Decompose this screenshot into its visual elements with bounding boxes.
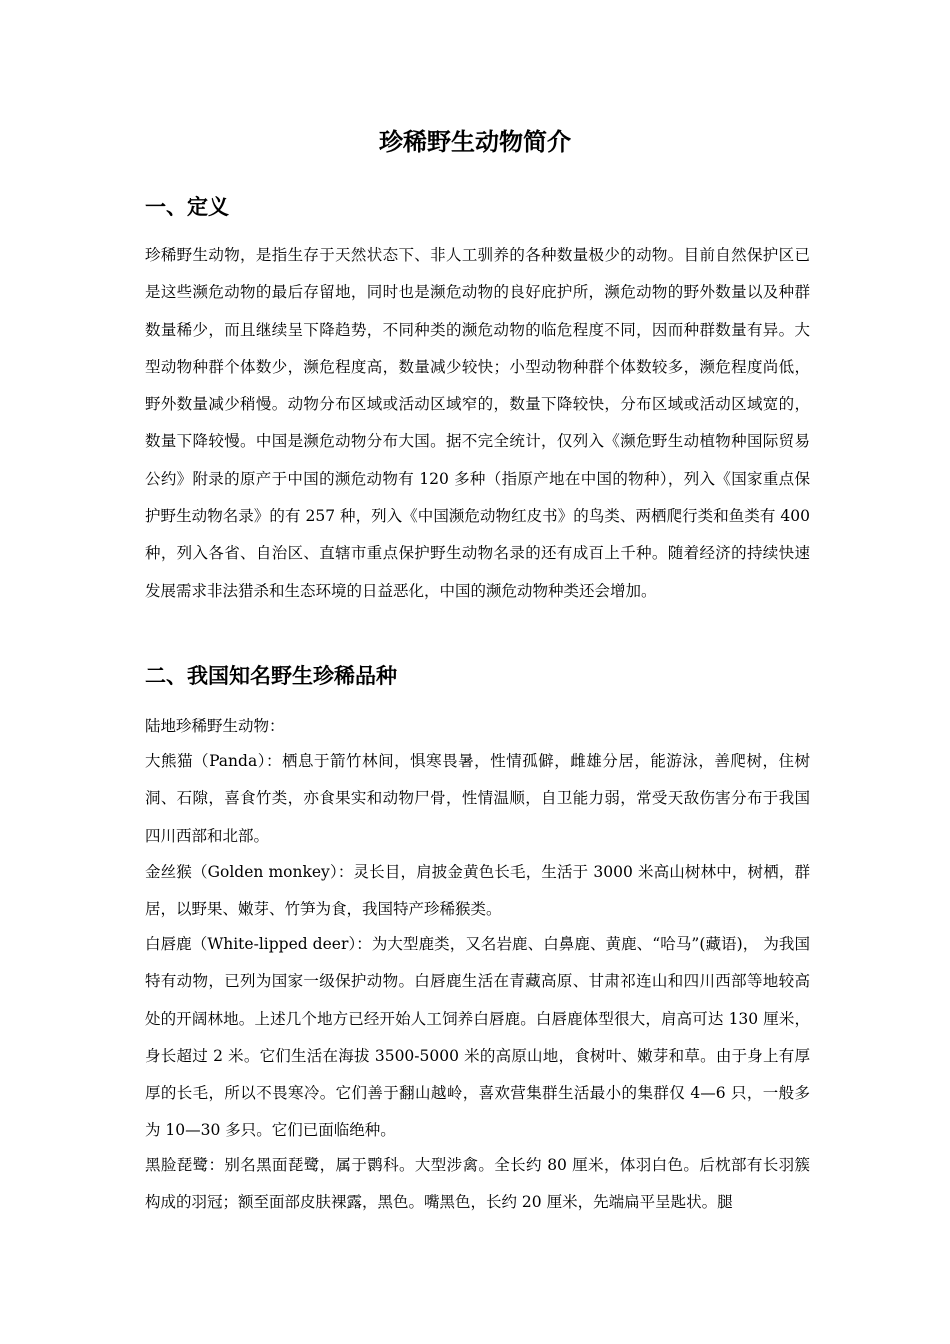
animal-entry-panda: 大熊猫（Panda）：栖息于箭竹林间，惧寒畏暑，性情孤僻，雌雄分居，能游泳，善爬树，住树洞、石隙，喜食竹类，亦食果实和动物尸骨，性情温顺，自卫能力弱，常受天敌伤害分布于我国四川西部和北部。 [145,752,810,845]
definition-paragraph: 珍稀野生动物，是指生存于天然状态下、非人工驯养的各种数量极少的动物。目前自然保护区已是这些濒危动物的最后存留地，同时也是濒危动物的良好庇护所，濒危动物的野外数量以及种群数量稀少，而且继续呈下降趋势，不同种类的濒危动物的临危程度不同，因而种群数量有异。大型动物种群个体数少，濒危程度高，数量减少较快；小型动物种群个体数较多，濒危程度尚低，野外数量减少稍慢。动物分布区域或活动区域窄的，数量下降较快，分布区域或活动区域宽的，数量下降较慢。中国是濒危动物分布大国。据不完全统计，仅列入《濒危野生动植物种国际贸易公约》附录的原产于中国的濒危动物有 120 多种（指原产地在中国的物种），列入《国家重点保护野生动物名录》的有 257 种，列入《中国濒危动物红皮书》的鸟类、两栖爬行类和鱼类有 400 种，列入各省、自治区、直辖市重点保护野生动物名录的还有成百上千种。随着经济的持续快速发展需求非法猎杀和生态环境的日益恶化，中国的濒危动物种类还会增加。 [145,246,810,600]
section-heading-species: 二、我国知名野生珍稀品种 [145,663,397,688]
animal-entry-golden-monkey: 金丝猴（Golden monkey）：灵长目，肩披金黄色长毛，生活于 3000 米高山树林中，树栖，群居，以野果、嫩芽、竹笋为食，我国特产珍稀猴类。 [145,863,810,919]
animal-entry-white-lipped-deer: 白唇鹿（White-lipped deer）：为大型鹿类，又名岩鹿、白鼻鹿、黄鹿、“哈马”(藏语)， 为我国特有动物，已列为国家一级保护动物。白唇鹿生活在青藏高原、甘肃祁连山和四川西部等地较高处的开阔林地。上述几个地方已经开始人工饲养白唇鹿。白唇鹿体型很大，肩高可达 130 厘米，身长超过 2 米。它们生活在海拔 3500-5000 米的高原山地，食树叶、嫩芽和草。由于身上有厚厚的长毛，所以不畏寒冷。它们善于翻山越岭，喜欢营集群生活最小的集群仅 4—6 只，一般多为 10—30 多只。它们已面临绝种。 [145,935,810,1140]
document-title: 珍稀野生动物简介 [379,127,571,156]
animal-entry-black-faced-spoonbill: 黑脸琵鹭：别名黑面琵鹭，属于鹮科。大型涉禽。全长约 80 厘米，体羽白色。后枕部有长羽簇构成的羽冠；额至面部皮肤裸露，黑色。嘴黑色，长约 20 厘米，先端扁平呈匙状。腿 [145,1156,810,1212]
section-heading-definition: 一、定义 [145,194,229,219]
terrestrial-subheading: 陆地珍稀野生动物： [145,717,285,735]
